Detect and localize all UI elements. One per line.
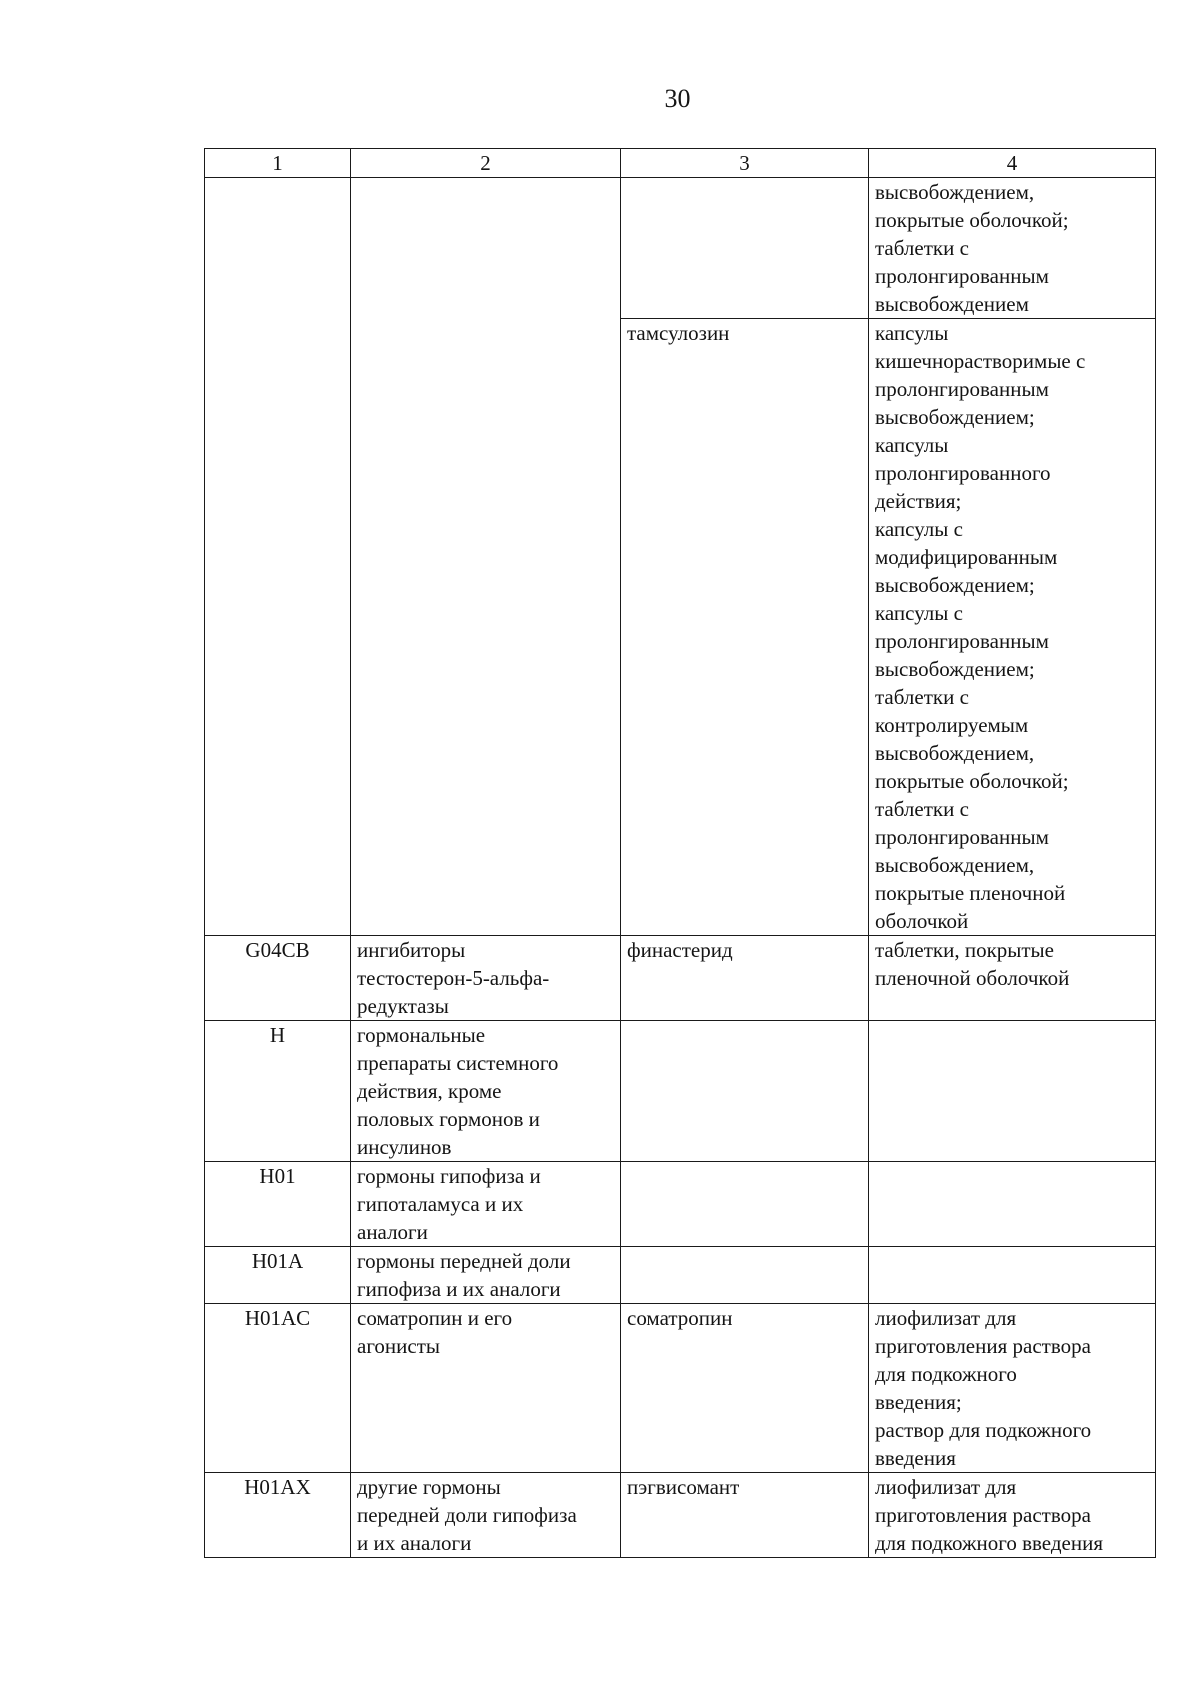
code-cell: G04CB: [205, 936, 351, 1021]
forms-cell: высвобождением, покрытые оболочкой; таблетки с пролонгированным высвобождением: [869, 178, 1156, 319]
table-header-row: [205, 149, 1156, 178]
substance-cell: соматропин: [621, 1304, 869, 1473]
table-row: [205, 178, 1156, 319]
code-cell: H01AX: [205, 1473, 351, 1558]
group-cell: гормоны передней доли гипофиза и их аналоги: [351, 1247, 621, 1304]
code-cell: H: [205, 1021, 351, 1162]
forms-cell: [869, 1162, 1156, 1247]
page-number: 30: [664, 84, 691, 113]
column-header-1: 1: [205, 149, 351, 178]
forms-cell: [869, 1247, 1156, 1304]
substance-cell: [621, 1247, 869, 1304]
forms-cell: лиофилизат для приготовления раствора для подкожного введения; раствор для подкожного введения: [869, 1304, 1156, 1473]
code-cell: H01A: [205, 1247, 351, 1304]
code-cell: H01: [205, 1162, 351, 1247]
table-row: [205, 1021, 1156, 1162]
table-row: [205, 1473, 1156, 1558]
group-cell: гормоны гипофиза и гипоталамуса и их аналоги: [351, 1162, 621, 1247]
group-cell: гормональные препараты системного действия, кроме половых гормонов и инсулинов: [351, 1021, 621, 1162]
code-cell: H01AC: [205, 1304, 351, 1473]
group-cell: ингибиторы тестостерон-5-альфа- редуктазы: [351, 936, 621, 1021]
table-row: [205, 1304, 1156, 1473]
forms-cell: [869, 1021, 1156, 1162]
medication-table: [204, 148, 1156, 1558]
substance-cell: [621, 178, 869, 319]
table-row: [205, 936, 1156, 1021]
column-header-3: 3: [621, 149, 869, 178]
forms-cell: лиофилизат для приготовления раствора для подкожного введения: [869, 1473, 1156, 1558]
group-cell: [351, 178, 621, 936]
substance-cell: [621, 1021, 869, 1162]
substance-cell: тамсулозин: [621, 319, 869, 936]
column-header-2: 2: [351, 149, 621, 178]
column-header-4: 4: [869, 149, 1156, 178]
substance-cell: пэгвисомант: [621, 1473, 869, 1558]
substance-cell: [621, 1162, 869, 1247]
forms-cell: таблетки, покрытые пленочной оболочкой: [869, 936, 1156, 1021]
table-row: [205, 1247, 1156, 1304]
forms-cell: капсулы кишечнорастворимые с пролонгированным высвобождением; капсулы пролонгированного действия; капсулы с модифицированным высвобождением; капсулы с пролонгированным высвобождением; таблетки с контролируемым высвобождением, покрытые оболочкой; таблетки с пролонгированным высвобождением, покрытые пленочной оболочкой: [869, 319, 1156, 936]
substance-cell: финастерид: [621, 936, 869, 1021]
code-cell: [205, 178, 351, 936]
table-row: [205, 1162, 1156, 1247]
group-cell: соматропин и его агонисты: [351, 1304, 621, 1473]
group-cell: другие гормоны передней доли гипофиза и их аналоги: [351, 1473, 621, 1558]
